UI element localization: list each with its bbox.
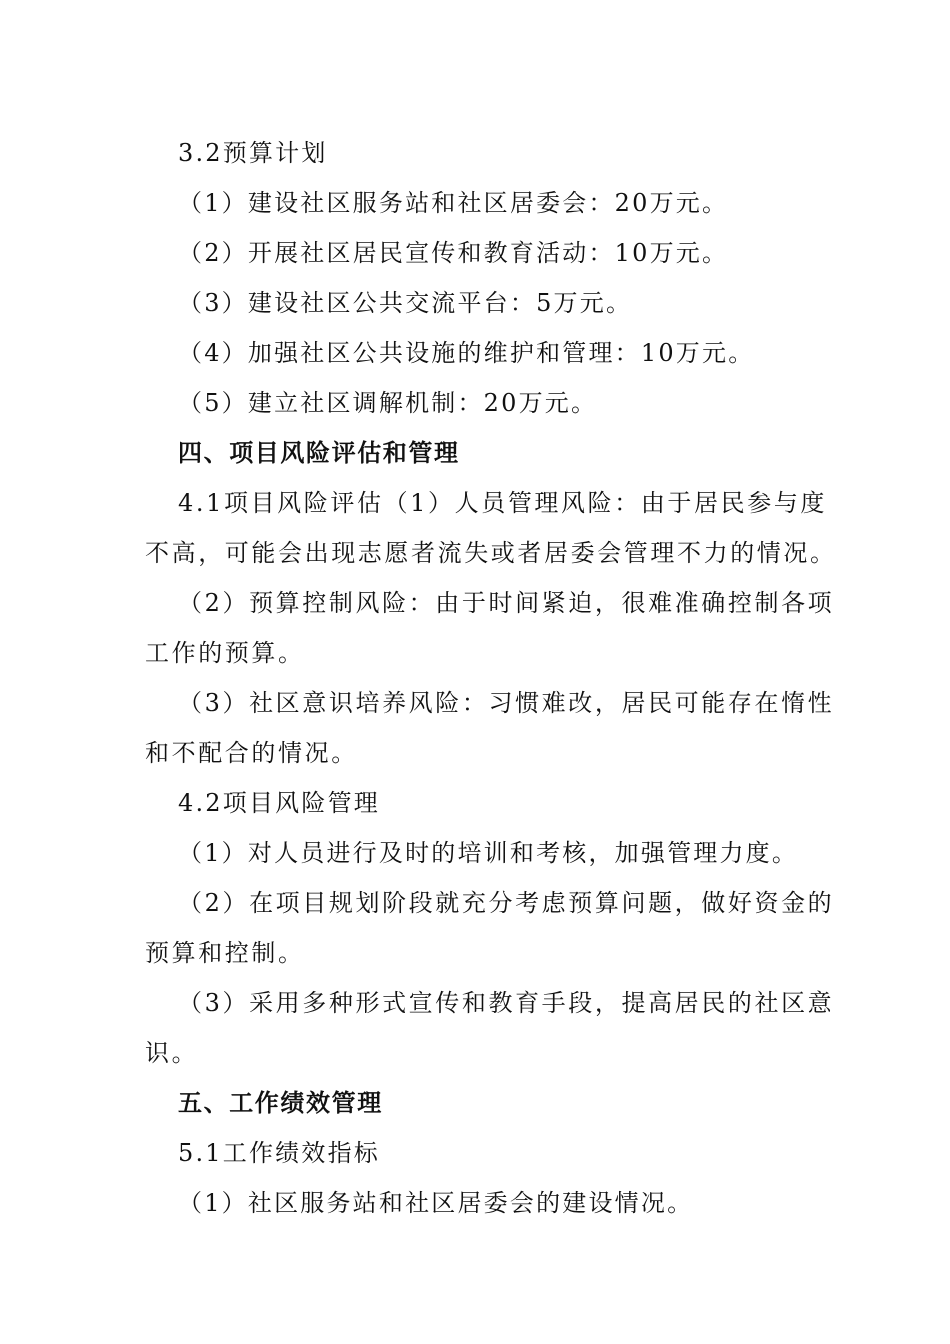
- section-4-heading: 四、项目风险评估和管理: [178, 438, 460, 467]
- section-5-1-title: 5.1工作绩效指标: [178, 1139, 380, 1167]
- risk-management-item-2-line-2: 预算和控制。: [145, 939, 305, 967]
- risk-management-item-1: （1）对人员进行及时的培训和考核，加强管理力度。: [178, 839, 799, 867]
- budget-item-2: （2）开展社区居民宣传和教育活动：10万元。: [178, 239, 729, 267]
- risk-assessment-line-1: 4.1项目风险评估（1）人员管理风险：由于居民参与度: [178, 489, 828, 517]
- budget-item-4: （4）加强社区公共设施的维护和管理：10万元。: [178, 339, 755, 367]
- risk-item-2-line-2: 工作的预算。: [145, 639, 305, 667]
- budget-item-5: （5）建立社区调解机制：20万元。: [178, 389, 598, 417]
- risk-management-item-3-line-1: （3）采用多种形式宣传和教育手段，提高居民的社区意: [178, 989, 835, 1017]
- risk-assessment-line-2: 不高，可能会出现志愿者流失或者居委会管理不力的情况。: [145, 539, 837, 567]
- performance-item-1: （1）社区服务站和社区居委会的建设情况。: [178, 1189, 694, 1217]
- risk-management-item-2-line-1: （2）在项目规划阶段就充分考虑预算问题，做好资金的: [178, 889, 835, 917]
- section-3-2-title: 3.2预算计划: [178, 139, 328, 167]
- budget-item-1: （1）建设社区服务站和社区居委会：20万元。: [178, 189, 729, 217]
- risk-management-item-3-line-2: 识。: [145, 1039, 199, 1067]
- risk-item-3-line-1: （3）社区意识培养风险：习惯难改，居民可能存在惰性: [178, 689, 835, 717]
- budget-item-3: （3）建设社区公共交流平台：5万元。: [178, 289, 633, 317]
- risk-management-title: 4.2项目风险管理: [178, 789, 380, 817]
- risk-item-3-line-2: 和不配合的情况。: [145, 739, 358, 767]
- risk-item-2-line-1: （2）预算控制风险：由于时间紧迫，很难准确控制各项: [178, 589, 835, 617]
- section-5-heading: 五、工作绩效管理: [178, 1088, 383, 1117]
- document-body: [145, 128, 837, 1228]
